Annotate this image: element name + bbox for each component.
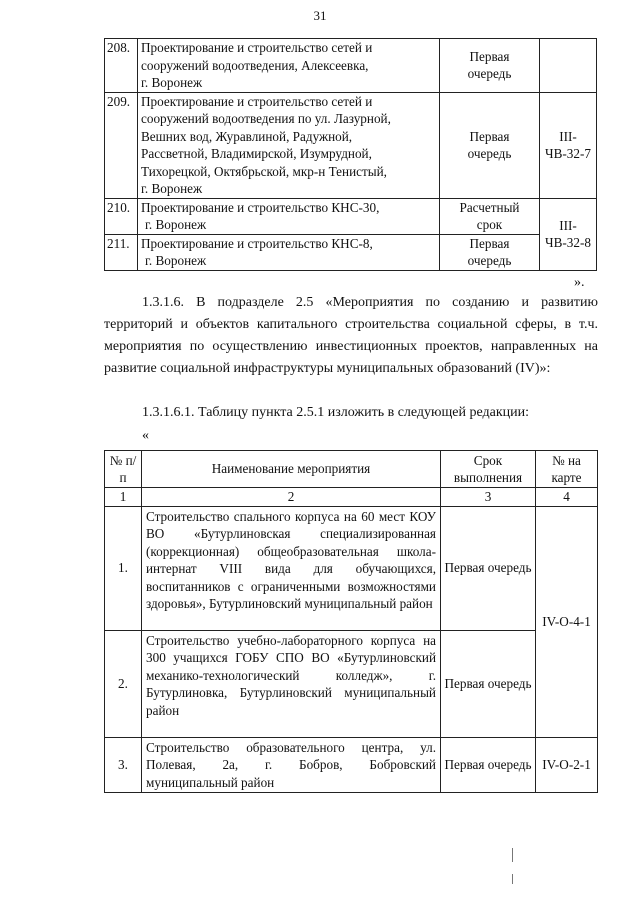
row-number: 2.: [105, 630, 142, 737]
project-name: Проектирование и строительство КНС-30, г. Воронеж: [138, 198, 440, 234]
index-cell: 1: [105, 488, 142, 507]
index-cell: 4: [536, 488, 598, 507]
table-row: [105, 198, 597, 234]
project-term: Первая очередь: [441, 737, 536, 793]
project-name: Строительство спального корпуса на 60 мест КОУ ВО «Бутурлиновская специализированная (коррекционная) общеобразовательная школа-интернат VIII вида для обучающихся, воспитанников с ограниченными возможностями здоровья», Бутурлиновский муниципальный район: [142, 506, 441, 630]
index-cell: 2: [142, 488, 441, 507]
project-term: Расчетный срок: [440, 198, 540, 234]
index-row: [105, 488, 598, 507]
paragraph-amendment: 1.3.1.6. В подразделе 2.5 «Мероприятия по созданию и развитию территорий и объектов капитального строительства социальной сферы, в т.ч. мероприятия по осуществлению инвестиционных проектов, направленных на развитие социальной инфраструктуры муниципальных образований (IV)»:: [104, 295, 598, 376]
water-projects-table: [104, 38, 597, 271]
page-number: 31: [313, 8, 327, 23]
opening-quote: «: [142, 428, 149, 443]
project-name: Проектирование и строительство сетей и сооружений водоотведения, Алексеевка, г. Воронеж: [138, 39, 440, 93]
row-number: 3.: [105, 737, 142, 793]
header-name: Наименование мероприятия: [142, 451, 441, 488]
table-header-row: [105, 451, 598, 488]
table-row: [105, 234, 597, 270]
project-name: Строительство образовательного центра, ул. Полевая, 2а, г. Бобров, Бобровский муниципальный район: [142, 737, 441, 793]
header-term: Срок выполнения: [441, 451, 536, 488]
index-cell: 3: [441, 488, 536, 507]
row-number: 210.: [105, 198, 138, 234]
project-term: Первая очередь: [440, 39, 540, 93]
table-row: [105, 506, 598, 630]
table-row: [105, 630, 598, 737]
project-name: Проектирование и строительство сетей и сооружений водоотведения по ул. Лазурной, Вешних вод, Журавлиной, Радужной, Рассветной, Владимирской, Изумрудной, Тихорецкой, Октябрьской, мкр-н Тенистый, г. Воронеж: [138, 92, 440, 198]
scan-mark: [512, 874, 513, 884]
header-map: № на карте: [536, 451, 598, 488]
project-term: Первая очередь: [440, 234, 540, 270]
project-term: Первая очередь: [441, 630, 536, 737]
social-projects-table: [104, 450, 598, 793]
header-num: № п/п: [105, 451, 142, 488]
project-name: Строительство учебно-лабораторного корпуса на 300 учащихся ГОБУ СПО ВО «Бутурлиновский механико-технологический колледж», г. Бутурлиновка, Бутурлиновский муниципальный район: [142, 630, 441, 737]
project-term: Первая очередь: [440, 92, 540, 198]
table-row: [105, 39, 597, 93]
map-code: IV-О-4-1: [536, 506, 598, 737]
row-number: 211.: [105, 234, 138, 270]
closing-quote: ».: [574, 275, 585, 290]
map-code: III-ЧВ-32-8: [540, 198, 597, 270]
table-row: [105, 92, 597, 198]
project-term: Первая очередь: [441, 506, 536, 630]
row-number: 208.: [105, 39, 138, 93]
map-code: III-ЧВ-32-7: [540, 92, 597, 198]
map-code: [540, 39, 597, 93]
map-code: IV-О-2-1: [536, 737, 598, 793]
project-name: Проектирование и строительство КНС-8, г. Воронеж: [138, 234, 440, 270]
row-number: 1.: [105, 506, 142, 630]
scan-mark: [512, 848, 513, 862]
row-number: 209.: [105, 92, 138, 198]
paragraph-table-intro: 1.3.1.6.1. Таблицу пункта 2.5.1 изложить в следующей редакции:: [142, 405, 530, 420]
table-row: [105, 737, 598, 793]
